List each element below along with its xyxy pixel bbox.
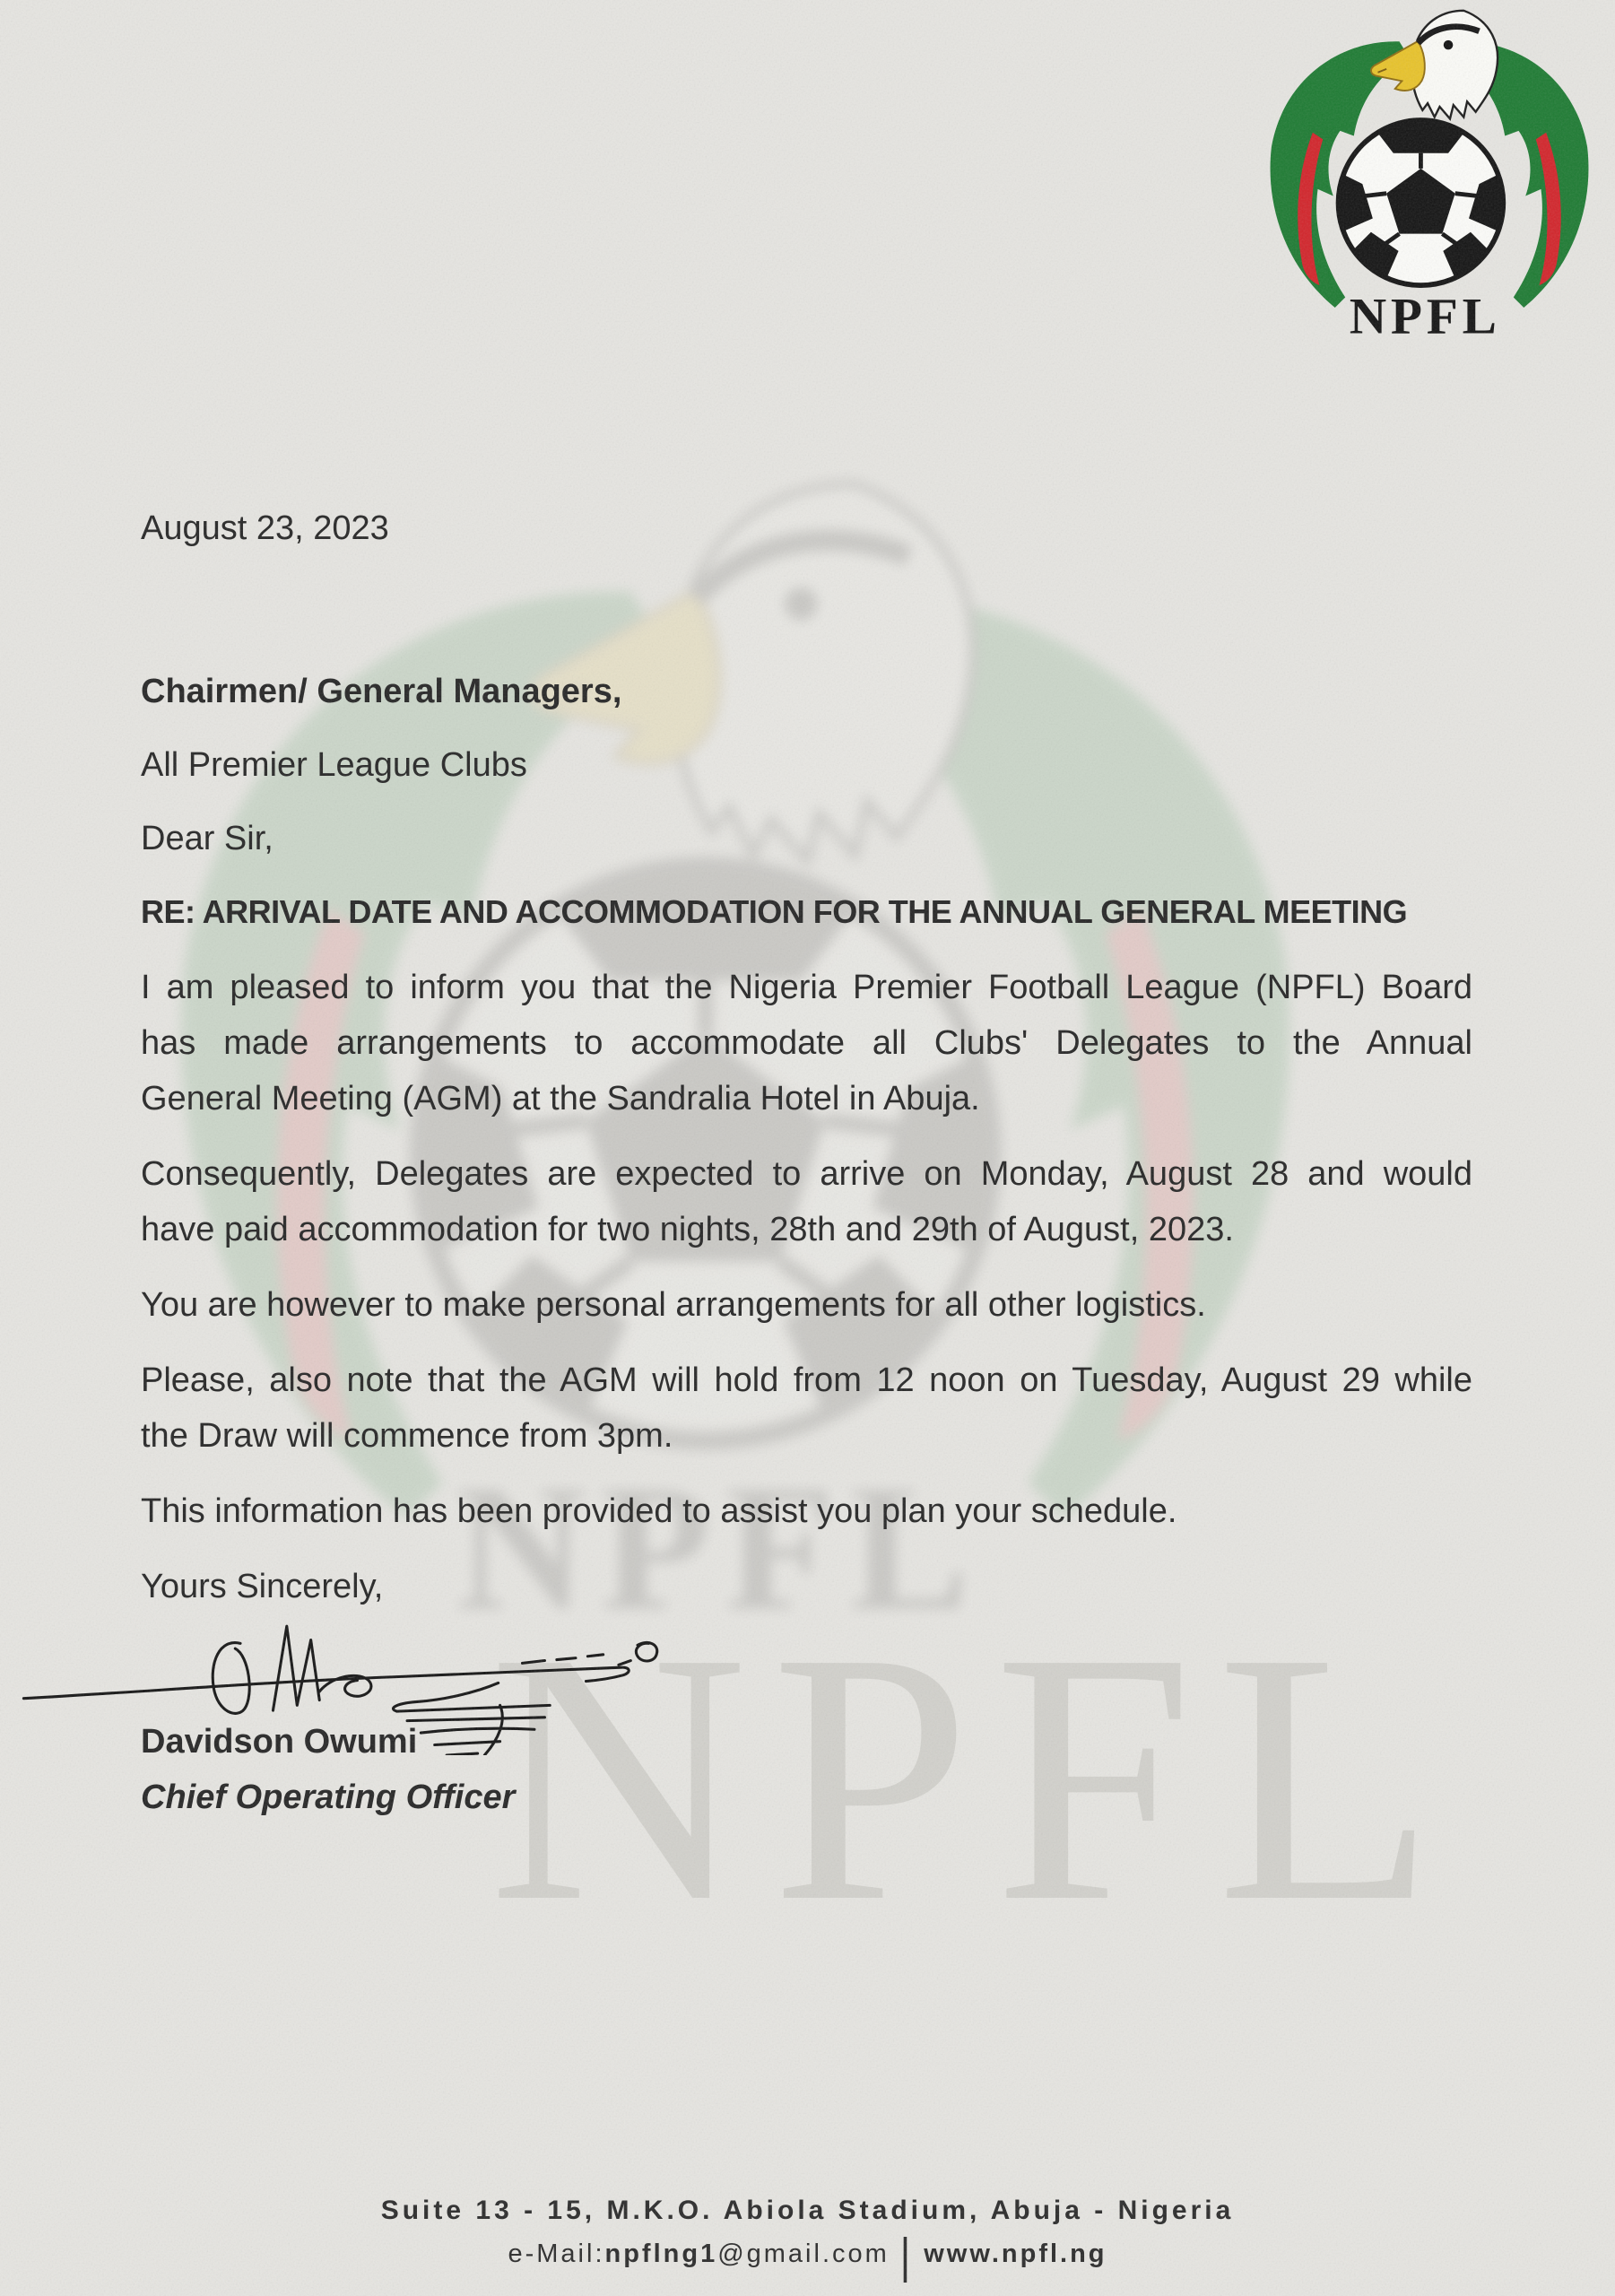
paragraph-5: [141, 1483, 1472, 1539]
paragraph-line: Please, also note that the AGM will hold from 12 noon on Tuesday, August 29 while: [141, 1361, 1472, 1399]
paragraph-line: has made arrangements to accommodate all Clubs' Delegates to the Annual: [141, 1024, 1472, 1062]
subject-line: RE: ARRIVAL DATE AND ACCOMMODATION FOR THE ANNUAL GENERAL MEETING: [141, 893, 1408, 930]
paragraph-line: have paid accommodation for two nights, 28th and 29th of August, 2023.: [141, 1211, 1234, 1248]
paragraph-3: [141, 1277, 1472, 1333]
footer-email-domain: @gmail.com: [717, 2239, 890, 2268]
paragraph-1: [141, 960, 1472, 1126]
footer-email-user: npflng1: [604, 2239, 718, 2268]
salutation: Dear Sir,: [141, 820, 274, 857]
paragraph-line: Consequently, Delegates are expected to arrive on Monday, August 28 and would: [141, 1155, 1472, 1193]
text-watermark: NPFL: [489, 1578, 1460, 1976]
footer-email-label: e-Mail:: [508, 2239, 605, 2268]
npfl-logo: [1249, 5, 1610, 349]
paragraph-line: I am pleased to inform you that the Nigeria Premier Football League (NPFL) Board: [141, 969, 1472, 1006]
paragraph-2: [141, 1146, 1472, 1257]
footer-website: www.npfl.ng: [924, 2239, 1107, 2268]
paragraph-line: You are however to make personal arrangements for all other logistics.: [141, 1286, 1206, 1324]
recipient-line-2: All Premier League Clubs: [141, 746, 527, 784]
paragraph-line: the Draw will commence from 3pm.: [141, 1417, 673, 1455]
recipient-line-1: Chairmen/ General Managers,: [141, 673, 622, 710]
footer-contact: [0, 2228, 1615, 2283]
signatory-name: Davidson Owumi: [141, 1723, 418, 1761]
paragraph-line: General Meeting (AGM) at the Sandralia Hotel in Abuja.: [141, 1080, 980, 1118]
signatory-title: Chief Operating Officer: [141, 1779, 516, 1816]
letter-date: August 23, 2023: [141, 509, 389, 547]
footer-separator: |: [899, 2228, 914, 2283]
footer-address: Suite 13 - 15, M.K.O. Abiola Stadium, Abuja - Nigeria: [380, 2196, 1235, 2225]
footer: [0, 2190, 1615, 2283]
letter-content: [141, 500, 1472, 1825]
paragraph-4: [141, 1352, 1472, 1464]
closing: Yours Sincerely,: [141, 1568, 384, 1605]
paragraph-line: This information has been provided to assist you plan your schedule.: [141, 1492, 1177, 1530]
